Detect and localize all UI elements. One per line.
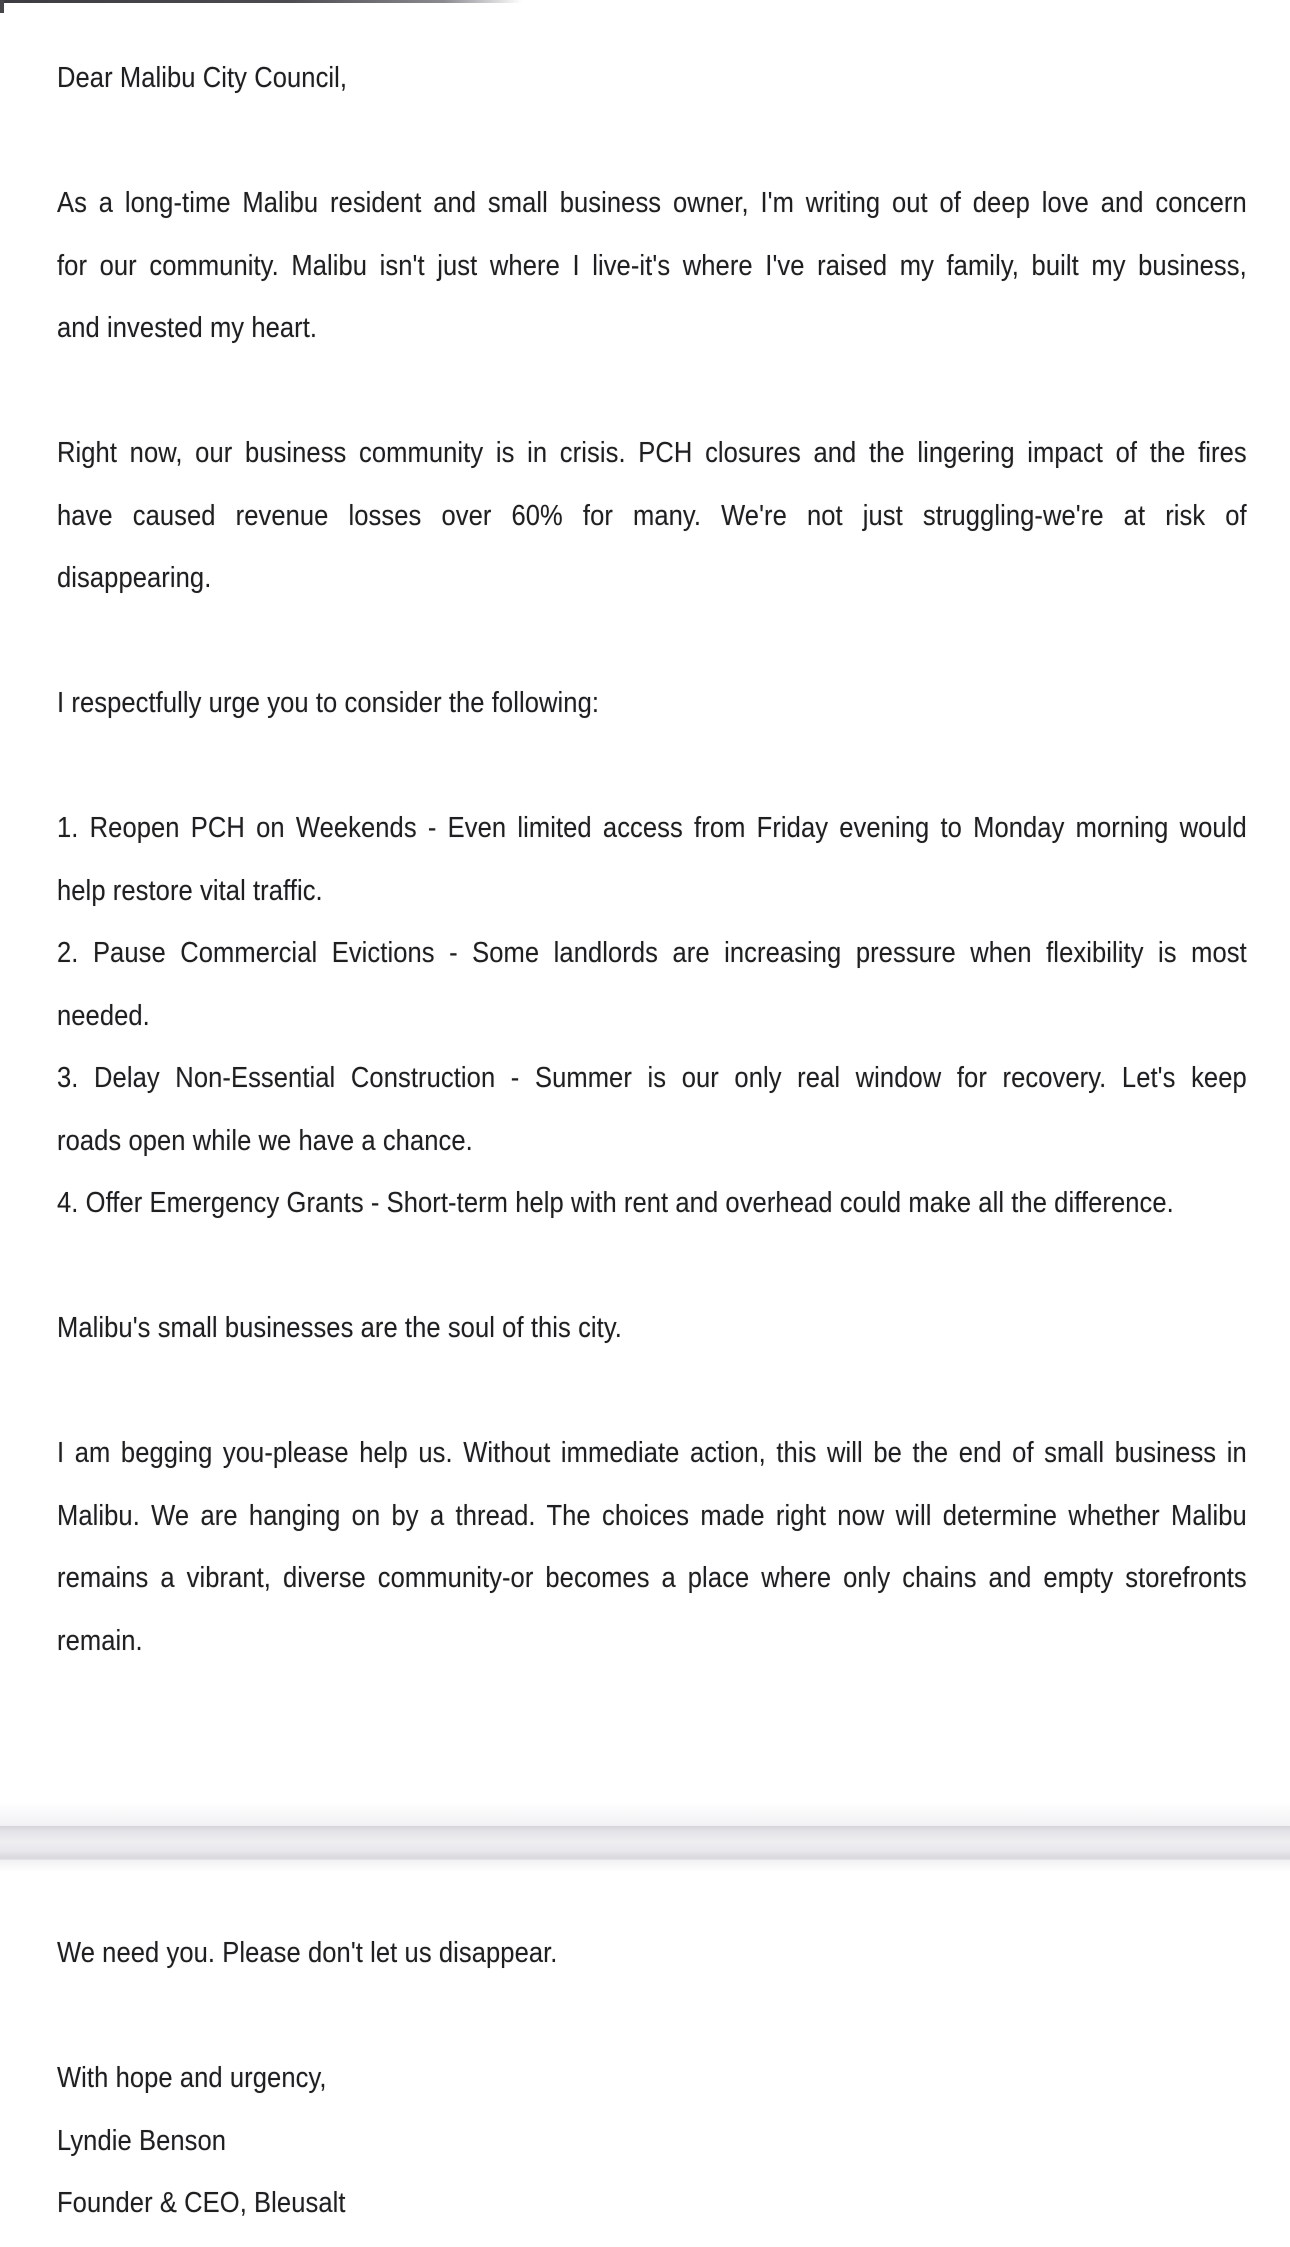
letter-body-line: I respectfully urge you to consider the following: (57, 687, 600, 719)
letter-body-line: have caused revenue losses over 60% for many. We're not just struggling-we're at risk of (57, 499, 1247, 532)
letter-list-item: 4. Offer Emergency Grants - Short-term help with rent and overhead could make all the difference. (57, 1187, 1174, 1219)
scan-top-edge-artifact (0, 0, 522, 3)
letter-body-line: remain. (57, 1624, 143, 1657)
letter-body-line: Right now, our business community is in crisis. PCH closures and the lingering impact of the fires (57, 437, 1247, 469)
page-divider (0, 1826, 1290, 1860)
letter-body-line: Malibu's small businesses are the soul of this city. (57, 1312, 622, 1344)
letter-closing: With hope and urgency, (57, 2062, 327, 2094)
letter-list-item: 1. Reopen PCH on Weekends - Even limited access from Friday evening to Monday morning would (57, 812, 1247, 844)
letter-body-line: As a long-time Malibu resident and small business owner, I'm writing out of deep love and concern (57, 187, 1247, 219)
signature-name: Lyndie Benson (57, 2124, 227, 2157)
letter-body-line: remains a vibrant, diverse community-or becomes a place where only chains and empty storefronts (57, 1562, 1247, 1594)
letter-list-item: help restore vital traffic. (57, 874, 323, 907)
letter-body-line: disappearing. (57, 562, 212, 594)
letter-salutation: Dear Malibu City Council, (57, 62, 348, 94)
letter-body-line: We need you. Please don't let us disappear. (57, 1937, 558, 1969)
letter-body-line: Malibu. We are hanging on by a thread. The choices made right now will determine whether Malibu (57, 1499, 1247, 1532)
letter-body-line: for our community. Malibu isn't just where I live-it's where I've raised my family, built my business, (57, 249, 1247, 282)
scan-corner-notch-artifact (0, 0, 4, 13)
letter-list-item: needed. (57, 999, 150, 1032)
letter-list-item: roads open while we have a chance. (57, 1124, 473, 1157)
letter-list-item: 3. Delay Non-Essential Construction - Summer is our only real window for recovery. Let's keep (57, 1062, 1247, 1094)
letter-body (57, 47, 1247, 2235)
letter-body-line: I am begging you-please help us. Without immediate action, this will be the end of small business in (57, 1437, 1247, 1469)
signature-title: Founder & CEO, Bleusalt (57, 2187, 346, 2219)
letter-body-line: and invested my heart. (57, 312, 318, 344)
letter-list-item: 2. Pause Commercial Evictions - Some landlords are increasing pressure when flexibility is most (57, 937, 1247, 969)
